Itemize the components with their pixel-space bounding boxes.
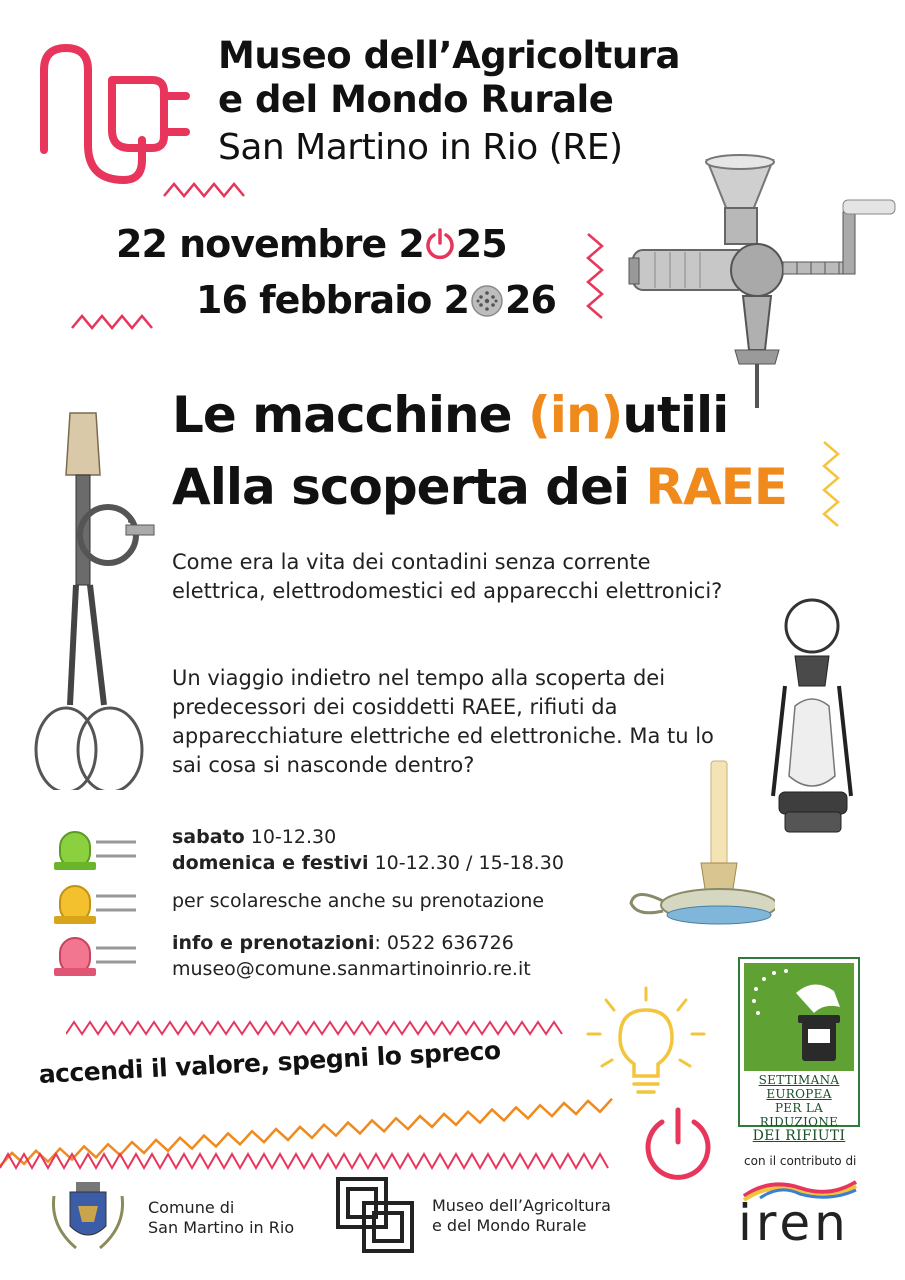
recycling-hand-icon xyxy=(744,963,854,1071)
seer-logo-graphic xyxy=(744,963,854,1071)
date-end xyxy=(196,278,556,322)
schedule-sunday xyxy=(172,850,564,876)
date-end-prefix: 16 febbraio 2 xyxy=(196,278,470,322)
saturday-hours: 10-12.30 xyxy=(244,826,337,848)
info-contacts xyxy=(172,930,514,956)
zigzag-decoration-vertical-pink xyxy=(584,232,606,322)
saturday-label: sabato xyxy=(172,826,245,848)
hand-mixer-illustration xyxy=(30,405,165,790)
headline-line1-a: Le macchine xyxy=(172,386,528,444)
candle-holder-illustration xyxy=(615,755,775,935)
slogan: accendi il valore, spegni lo spreco xyxy=(38,1035,502,1089)
museum-title-line1: Museo dell’Agricoltura xyxy=(218,34,680,77)
description-paragraph: Un viaggio indietro nel tempo alla scoperta dei predecessori dei cosiddetti RAEE, rifiuti da apparecchiature elettriche ed elettroniche. Ma tu lo sai cosa si nasconde dentro? xyxy=(172,666,714,777)
pink-led-icon xyxy=(50,932,140,980)
seer-logo xyxy=(738,957,860,1144)
date-start-prefix: 22 novembre 2 xyxy=(116,222,424,266)
zigzag-decoration-pink-long xyxy=(66,1018,566,1038)
seer-line2: PER LA RIDUZIONE xyxy=(759,1101,839,1129)
museum-title-line2: e del Mondo Rurale xyxy=(218,78,614,121)
headline-line1-in: (in) xyxy=(527,386,623,444)
comune-coat-of-arms-icon xyxy=(46,1176,130,1258)
comune-line1: Comune di xyxy=(148,1198,235,1217)
info-phone: : 0522 636726 xyxy=(374,932,514,954)
email-address[interactable]: museo@comune.sanmartinoinrio.re.it xyxy=(172,958,531,980)
intro-paragraph: Come era la vita dei contadini senza corrente elettrica, elettrodomestici ed apparecchi elettronici? xyxy=(172,550,723,603)
power-symbol-icon xyxy=(425,227,455,261)
sunday-hours: 10-12.30 / 15-18.30 xyxy=(368,852,564,874)
seer-text xyxy=(740,1073,858,1143)
headline-line1 xyxy=(172,384,728,446)
headline-raee: RAEE xyxy=(645,458,788,516)
headline-line2-a: Alla scoperta dei xyxy=(172,458,646,516)
meat-grinder-illustration xyxy=(625,150,900,415)
yellow-led-icon xyxy=(50,880,140,928)
info-label: info e prenotazioni xyxy=(172,932,375,954)
museo-logo-icon xyxy=(334,1175,416,1255)
light-bulb-icon xyxy=(582,984,712,1104)
seer-line1: SETTIMANA EUROPEA xyxy=(758,1073,840,1101)
lantern-illustration xyxy=(765,596,860,836)
seer-line3: DEI RIFIUTI xyxy=(752,1128,846,1144)
iren-logo-text: iren xyxy=(738,1194,850,1252)
museo-line1: Museo dell’Agricoltura xyxy=(432,1196,611,1215)
schools-note: per scolaresche anche su prenotazione xyxy=(172,890,545,912)
headline-line1-c: utili xyxy=(622,386,729,444)
headline-line2 xyxy=(172,456,787,518)
museum-location: San Martino in Rio (RE) xyxy=(218,127,623,168)
zigzag-decoration-top xyxy=(162,180,252,200)
power-button-icon xyxy=(640,1104,716,1182)
schedule-saturday xyxy=(172,824,336,850)
museum-title xyxy=(218,34,680,122)
zigzag-decoration-left xyxy=(70,312,160,332)
comune-line2: San Martino in Rio xyxy=(148,1218,295,1237)
plug-icon xyxy=(34,40,194,190)
museo-line2: e del Mondo Rurale xyxy=(432,1216,587,1235)
comune-name xyxy=(148,1198,294,1238)
green-led-icon xyxy=(50,826,140,874)
sunday-label: domenica e festivi xyxy=(172,852,369,874)
date-start xyxy=(116,222,507,266)
grinder-plate-icon xyxy=(470,283,504,319)
museo-name xyxy=(432,1196,611,1236)
date-end-suffix: 26 xyxy=(505,278,556,322)
date-start-suffix: 25 xyxy=(455,222,507,266)
sponsor-caption: con il contributo di xyxy=(744,1154,857,1168)
zigzag-decoration-pink-bottom xyxy=(0,1150,610,1172)
zigzag-decoration-vertical-yellow xyxy=(820,440,842,530)
